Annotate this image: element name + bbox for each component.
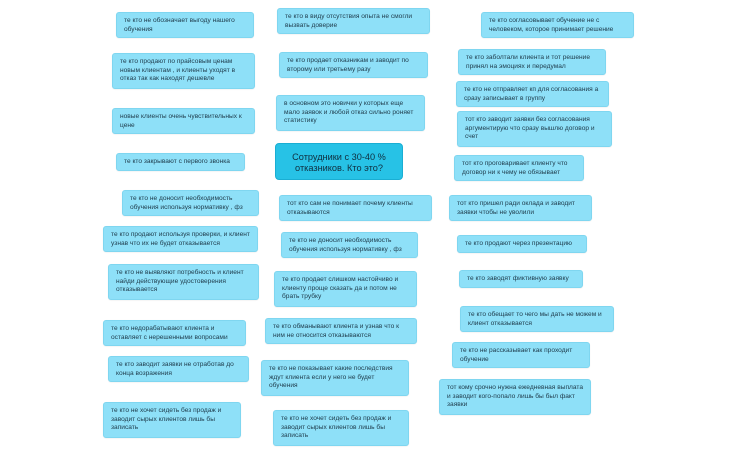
right-node-10[interactable]: те кто не рассказывает как проходит обучение [452, 342, 590, 368]
left-node-2[interactable]: те кто продают по прайсовым ценам новым клиентам , и клиенты уходят в отказ так как находят дешевле [112, 53, 255, 89]
right-node-6[interactable]: тот кто пришел ради оклада и заводит заявки чтобы не уволили [449, 195, 592, 221]
middle-node-4[interactable]: тот кто сам не понимает почему клиенты отказываются [279, 195, 432, 221]
right-node-11[interactable]: тот кому срочно нужна ежедневная выплата и заводит кого-попало лишь бы был факт заявки [439, 379, 591, 415]
right-node-7[interactable]: те кто продают через презентацию [457, 235, 587, 253]
left-node-10[interactable]: те кто не хочет сидеть без продаж и заводит сырых клиентов лишь бы записать [103, 402, 241, 438]
left-node-9[interactable]: те кто заводит заявки не отработав до конца возражения [108, 356, 249, 382]
right-node-2[interactable]: те кто заболтали клиента и тот решение принял на эмоциях и передумал [458, 49, 606, 75]
middle-node-3[interactable]: в основном это новички у которых еще мало заявок и любой отказ сильно роняет статистику [276, 95, 425, 131]
right-node-1[interactable]: те кто согласовывает обучение не с человеком, которое принимает решение [481, 12, 634, 38]
right-node-3[interactable]: те кто не отправляет кп для согласования а сразу записывает в группу [456, 81, 609, 107]
middle-node-9[interactable]: те кто не хочет сидеть без продаж и заводит сырых клиентов лишь бы записать [273, 410, 409, 446]
left-node-4[interactable]: те кто закрывают с первого звонка [116, 153, 245, 171]
middle-node-2[interactable]: те кто продает отказникам и заводит по второму или третьему разу [279, 52, 428, 78]
center-topic[interactable]: Сотрудники с 30-40 % отказников. Кто это? [275, 143, 403, 180]
left-node-3[interactable]: новые клиенты очень чувствительных к цене [112, 108, 255, 134]
middle-node-6[interactable]: те кто продает слишком настойчиво и клиенту проще сказать да и потом не брать трубку [274, 271, 417, 307]
left-node-8[interactable]: те кто недорабатывают клиента и оставляет с нерешенными вопросами [103, 320, 246, 346]
right-node-8[interactable]: те кто заводят фиктивную заявку [459, 270, 583, 288]
middle-node-5[interactable]: те кто не доносит необходимость обучения используя нормативку , фз [281, 232, 418, 258]
left-node-1[interactable]: те кто не обозначает выгоду нашего обучения [116, 12, 254, 38]
left-node-6[interactable]: те кто продают используя проверки, и клиент узнав что их не будет отказывается [103, 226, 258, 252]
middle-node-7[interactable]: те кто обманывают клиента и узнав что к ним не относится отказываются [265, 318, 417, 344]
left-node-7[interactable]: те кто не выявляют потребность и клиент найди действующие удостоверения отказывается [108, 264, 259, 300]
middle-node-1[interactable]: те кто в виду отсутствия опыта не смогли вызвать доверие [277, 8, 430, 34]
right-node-5[interactable]: тот кто проговаривает клиенту что договор ни к чему не обязывает [454, 155, 584, 181]
right-node-4[interactable]: тот кто заводит заявки без согласования аргументирую что сразу вышлю договор и счет [457, 111, 612, 147]
right-node-9[interactable]: те кто обещает то чего мы дать не можем и клиент отказывается [460, 306, 614, 332]
middle-node-8[interactable]: те кто не показывает какие последствия ждут клиента если у него не будет обучения [261, 360, 409, 396]
left-node-5[interactable]: те кто не доносит необходимость обучения используя нормативку , фз [122, 190, 259, 216]
